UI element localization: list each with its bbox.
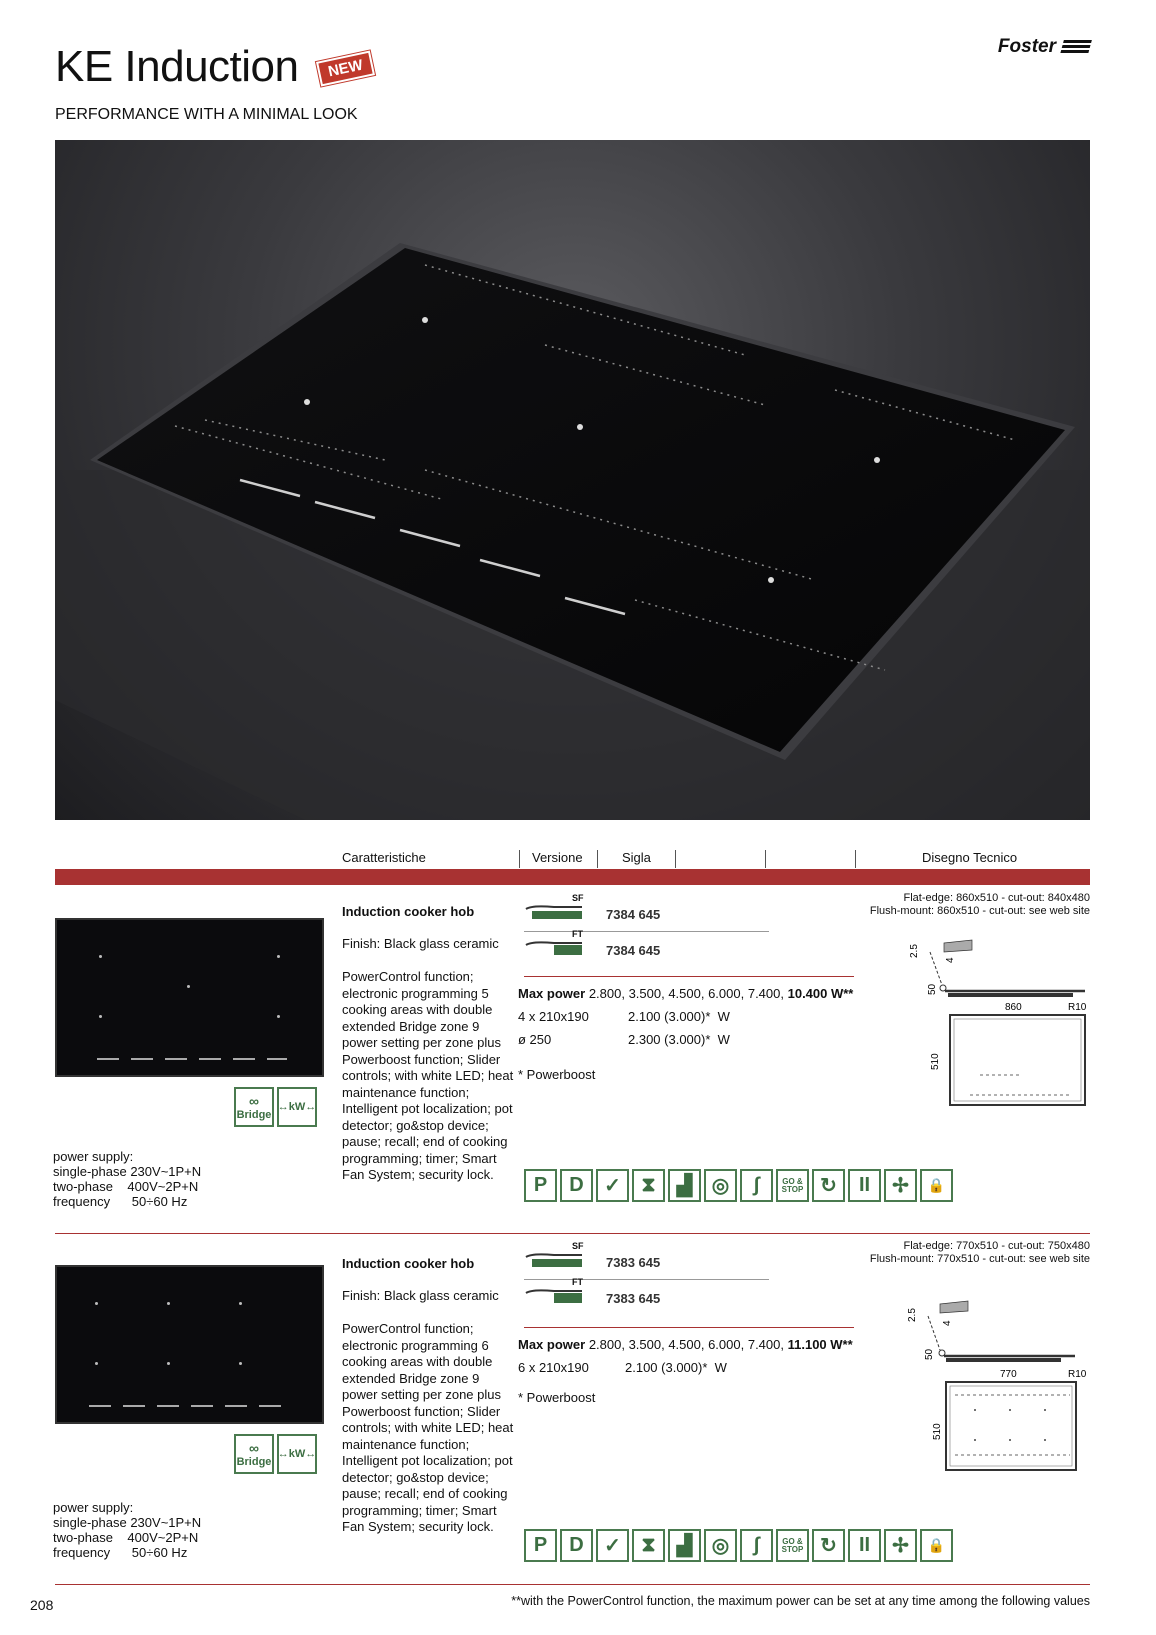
col-versione: Versione <box>532 850 583 865</box>
brand-mark-icon <box>1060 40 1092 54</box>
feature-icons <box>524 1169 953 1202</box>
footnote: **with the PowerControl function, the maximum power can be set at any time among the following values <box>511 1594 1090 1608</box>
slider-icon: ∫ <box>740 1529 773 1562</box>
pause-bars-icon: II <box>848 1169 881 1202</box>
fan-icon: ✢ <box>884 1169 917 1202</box>
svg-text:2.5: 2.5 <box>909 944 920 958</box>
timer-check-icon: ✓ <box>596 1529 629 1562</box>
version-row: SF 7383 645 <box>524 1245 769 1280</box>
zone-spec: 4 x 210x190 <box>518 1009 589 1024</box>
svg-text:2.5: 2.5 <box>907 1308 918 1322</box>
lock-icon: 🔒 <box>920 1169 953 1202</box>
technical-drawing <box>900 930 1095 1110</box>
zone-power: 2.100 (3.000)* W <box>628 1009 730 1024</box>
svg-text:510: 510 <box>932 1423 943 1440</box>
zone-spec: ø 250 <box>518 1032 552 1047</box>
page-subtitle: PERFORMANCE WITH A MINIMAL LOOK <box>55 106 358 123</box>
pause-icon: P <box>524 1529 557 1562</box>
kw-icon: ↔ kW ↔ <box>277 1087 317 1127</box>
page-title: KE Induction <box>55 42 299 91</box>
d-function-icon: D <box>560 1529 593 1562</box>
product-image <box>55 1265 324 1424</box>
pot-detector-icon: ◎ <box>704 1529 737 1562</box>
footer-divider <box>55 1584 1090 1585</box>
pause-bars-icon: II <box>848 1529 881 1562</box>
divider <box>524 976 854 977</box>
dimensions-text: Flat-edge: 770x510 - cut-out: 750x480 Flush-mount: 770x510 - cut-out: see web site <box>869 1240 1090 1265</box>
col-disegno: Disegno Tecnico <box>922 850 1018 865</box>
slider-icon: ∫ <box>740 1169 773 1202</box>
fan-icon: ✢ <box>884 1529 917 1562</box>
kw-icon: ↔ kW ↔ <box>277 1434 317 1474</box>
svg-text:4: 4 <box>942 1320 953 1326</box>
version-row: FT 7383 645 <box>524 1281 769 1311</box>
brand-logo <box>998 36 1090 58</box>
bridge-icon: ∞ Bridge <box>234 1434 274 1474</box>
d-function-icon: D <box>560 1169 593 1202</box>
powerboost-note: * Powerboost <box>518 1067 596 1082</box>
product-code: 7384 645 <box>606 943 661 958</box>
svg-text:4: 4 <box>945 957 956 963</box>
brand-name: Foster <box>997 36 1056 57</box>
lock-icon: 🔒 <box>920 1529 953 1562</box>
go-stop-icon: GO & STOP <box>776 1169 809 1202</box>
go-stop-icon: GO & STOP <box>776 1529 809 1562</box>
product-name: Induction cooker hob <box>342 904 475 919</box>
svg-text:50: 50 <box>927 983 938 995</box>
technical-drawing <box>907 1290 1095 1480</box>
version-row: SF 7384 645 <box>524 897 769 932</box>
svg-text:860: 860 <box>1005 1002 1022 1013</box>
hourglass-icon: ⧗ <box>632 1169 665 1202</box>
hourglass-icon: ⧗ <box>632 1529 665 1562</box>
recall-icon: ↻ <box>812 1169 845 1202</box>
pause-icon: P <box>524 1169 557 1202</box>
zone-power: 2.300 (3.000)* W <box>628 1032 730 1047</box>
hero-image <box>55 140 1090 820</box>
hob-illustration <box>55 140 1090 820</box>
svg-text:R10: R10 <box>1068 1002 1087 1013</box>
product-features: PowerControl function; electronic programming 6 cooking areas with double extended Bridge zone 9 power setting per zone plus Powerboost function; Slider controls; with white LED; heat maintenance function; Intelligent pot localization; pot detector; go&stop device; pause; recall; end of cooking programming; timer; Smart Fan System; security lock. <box>342 1321 514 1534</box>
max-power: Max power 2.800, 3.500, 4.500, 6.000, 7.400, 10.400 W** <box>518 986 854 1001</box>
power-supply: power supply: single-phase 230V~1P+N two-phase 400V~2P+N frequency 50÷60 Hz <box>53 1149 202 1209</box>
dimensions-text: Flat-edge: 860x510 - cut-out: 840x480 Flush-mount: 860x510 - cut-out: see web site <box>869 892 1090 917</box>
max-power: Max power 2.800, 3.500, 4.500, 6.000, 7.400, 11.100 W** <box>518 1337 853 1352</box>
product-features: PowerControl function; electronic programming 5 cooking areas with double extended Bridge zone 9 power setting per zone plus Powerboost function; Slider controls; with white LED; heat maintenance function; Intelligent pot localization; pot detector; go&stop device; pause; recall; end of cooking programming; timer; Smart Fan System; security lock. <box>342 969 514 1182</box>
col-separator <box>855 850 856 868</box>
feature-icons <box>524 1529 953 1562</box>
pot-detector-icon: ◎ <box>704 1169 737 1202</box>
product-code: 7383 645 <box>606 1291 661 1306</box>
col-sigla: Sigla <box>622 850 651 865</box>
zone-spec: 6 x 210x190 <box>518 1360 589 1375</box>
bridge-icon: ∞ Bridge <box>234 1087 274 1127</box>
new-badge: NEW <box>316 51 375 87</box>
col-separator <box>765 850 766 868</box>
powerboost-note: * Powerboost <box>518 1390 596 1405</box>
version-row: FT 7384 645 <box>524 933 769 963</box>
svg-text:R10: R10 <box>1068 1369 1087 1380</box>
col-separator <box>519 850 520 868</box>
divider <box>524 1327 854 1328</box>
col-separator <box>597 850 598 868</box>
col-separator <box>675 850 676 868</box>
feature-badges <box>234 1087 317 1127</box>
product-code: 7383 645 <box>606 1255 661 1270</box>
zone-power: 2.100 (3.000)* W <box>625 1360 727 1375</box>
product-divider <box>55 1233 1090 1234</box>
svg-text:510: 510 <box>930 1053 941 1070</box>
recall-icon: ↻ <box>812 1529 845 1562</box>
power-levels-icon: ▟ <box>668 1529 701 1562</box>
timer-check-icon: ✓ <box>596 1169 629 1202</box>
power-levels-icon: ▟ <box>668 1169 701 1202</box>
power-supply: power supply: single-phase 230V~1P+N two-phase 400V~2P+N frequency 50÷60 Hz <box>53 1500 202 1560</box>
page-number: 208 <box>30 1597 54 1613</box>
product-name: Induction cooker hob <box>342 1256 475 1271</box>
feature-badges <box>234 1434 317 1474</box>
product-code: 7384 645 <box>606 907 661 922</box>
svg-text:770: 770 <box>1000 1369 1017 1380</box>
header-divider <box>55 869 1090 885</box>
product-finish: Finish: Black glass ceramic <box>342 1288 499 1303</box>
product-finish: Finish: Black glass ceramic <box>342 936 499 951</box>
svg-text:50: 50 <box>924 1348 935 1360</box>
col-caratteristiche: Caratteristiche <box>342 850 426 865</box>
product-image <box>55 918 324 1077</box>
